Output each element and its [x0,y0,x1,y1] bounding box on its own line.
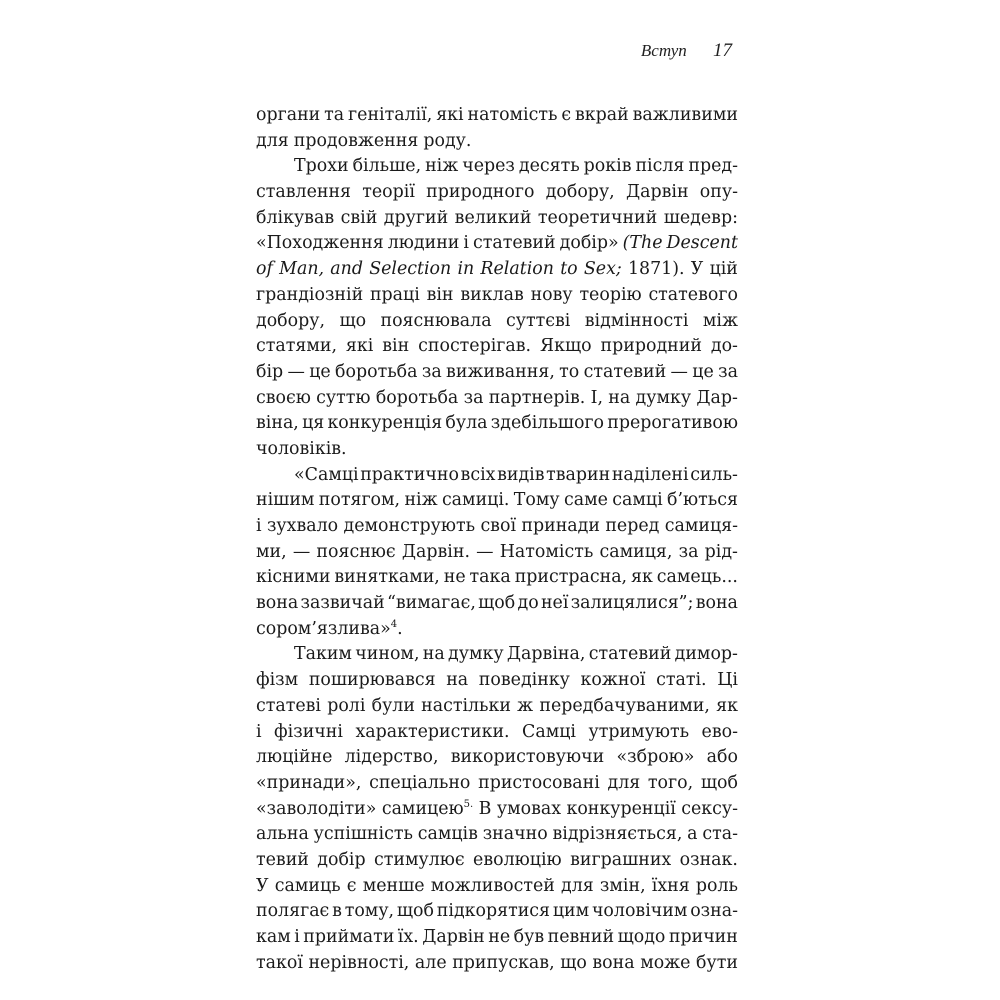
text-line [256,642,738,668]
word: бути [696,952,738,973]
word: Якщо [540,336,592,357]
word: ево- [701,721,738,742]
word: статевий [588,644,672,665]
word: Таким [294,644,352,665]
word: значно [482,824,548,845]
text-line [256,540,738,566]
word: теорії [362,182,415,203]
word: вона [256,593,299,614]
word: У [690,259,704,280]
word: люційне [256,747,333,768]
text-line [256,463,738,489]
word: самиць [274,875,341,896]
word: більше, [352,156,422,177]
word: ставлення [256,182,352,203]
word: для [256,130,289,151]
word: цим [552,901,590,922]
word: була [445,413,488,434]
word: що [560,952,587,973]
word: зазвичай [300,593,385,614]
word: самиця, [599,541,673,562]
footnote-marker: 5. [463,798,474,810]
word: такої [256,952,303,973]
word: ста- [702,824,738,845]
word: теорію [579,284,642,305]
word: між [702,310,738,331]
text-line [256,257,738,283]
word: кожної [580,670,646,691]
footnote-marker: 4 [390,618,398,630]
word: потягом, [318,490,401,511]
word: своєю [256,387,311,408]
text-line [256,103,738,129]
word: партнерів. [488,387,586,408]
word: еволюцію [473,849,562,870]
word: щодо [617,927,666,947]
word: не [488,927,511,947]
word: менше [362,875,425,896]
word: які [345,336,374,357]
word: видів [497,464,545,485]
word: Трохи [294,156,349,177]
word: Descent [666,233,738,254]
word: лідерство, [344,747,439,768]
word: винятками, [334,567,440,588]
word: самці [612,490,663,511]
word: природний [600,336,702,357]
text-line [256,565,738,591]
word: можливостей [430,875,555,896]
text-line [256,771,738,797]
text-line [256,514,738,540]
word: Ці [717,670,738,691]
word: боротьба [375,387,459,408]
word: є [346,875,357,896]
word: У [256,875,269,896]
word: in [457,259,475,280]
word: виграшних [570,849,672,870]
word: практично [360,464,459,485]
word: and [330,259,363,280]
text-line [256,206,738,232]
text-line [256,925,738,951]
word: виклав [460,284,524,305]
word: «принади», [256,772,362,793]
word: які [436,105,464,125]
word: фізм [256,670,299,691]
word: є [561,105,572,125]
word: сексу- [681,798,738,819]
word: пристосовані [478,772,600,793]
word: залицялися”; [570,593,694,614]
word: того, [647,772,694,793]
word: приймати [303,927,395,947]
word: б’ються [666,490,738,511]
word: Man, [279,259,325,280]
text-line [256,822,738,848]
word: Дарвін [422,927,485,947]
word: це [309,361,331,382]
word: самиці. [441,490,510,511]
word: тевий [256,849,309,870]
word: демонструють [343,516,476,536]
word: роду. [423,130,472,151]
text-line [256,488,738,514]
word: щоб [700,772,738,793]
word: наділені [611,464,689,485]
word: — [476,541,494,562]
word: озна- [690,901,738,922]
word: спеціально [369,772,471,793]
word: пояснювала [380,310,492,331]
word: цій [709,259,738,280]
word: природного [426,182,535,203]
word: використовуючи [450,747,605,768]
word: Самці [522,721,576,742]
word: стимулює [374,849,465,870]
text-line [256,386,738,412]
word: of [256,259,273,280]
word: свій [340,207,378,228]
word: “вимагає, [386,593,476,614]
word: тварин [546,464,611,485]
text-line [256,437,738,463]
text-line [256,694,738,720]
word: важливими [632,105,738,125]
word: другий [383,207,449,228]
word: чином, [355,644,420,665]
word: припускав, [452,952,555,973]
word: «Походження [256,233,384,254]
word: І, [590,387,604,408]
word: не [443,567,466,588]
word: думку [635,387,692,408]
word: або [706,747,738,768]
word: щоб [478,593,516,614]
word: вона [592,952,635,973]
word: ж [517,695,534,716]
word: саме [563,490,608,511]
word: продовження [293,130,419,151]
word: натомість [467,105,558,125]
word: за [421,361,442,382]
word: десять [518,156,580,177]
word: відрізняється, [552,824,683,845]
word: і [463,233,469,254]
word: ознак. [679,849,738,870]
word: нову [530,284,573,305]
text-line [256,129,738,155]
word: кісними [256,567,331,588]
word: Дарвіна, [506,644,586,665]
word: шедевр: [663,207,738,228]
word: — [287,361,305,382]
word: спостерігав. [418,336,532,357]
word: тому, [344,901,395,922]
text-line [256,154,738,180]
text-line [256,899,738,925]
word: полягає [256,901,330,922]
word: Sex; [583,259,622,280]
word: підкорятися [436,901,551,922]
word: характеристики. [355,721,510,742]
word: настільки [421,695,511,716]
text-line [256,797,738,823]
word: ми, [256,541,287,562]
text-line [256,668,738,694]
word: їх. [397,927,419,947]
word: органи [256,105,321,125]
word: на [608,387,631,408]
text-line [256,874,738,900]
word: може [640,952,691,973]
word: вона [695,593,738,614]
text-line [256,334,738,360]
word: віна, [256,413,299,434]
word: суттєві [506,310,571,331]
word: рід- [704,541,738,562]
word: років [583,156,632,177]
word: кам [256,927,291,947]
word: вкрай [574,105,629,125]
word: він [382,336,410,357]
word: через [462,156,515,177]
word: така [469,567,511,588]
word: самець... [656,567,738,588]
word: утримують [588,721,690,742]
word: поведінку [478,670,570,691]
word: 1871). [627,259,685,280]
word: суттю [316,387,371,408]
word: для [607,772,641,793]
word: здебільшого [490,413,605,434]
text-line [256,411,738,437]
word: статевого [648,284,738,305]
word: поширювався [308,670,436,691]
word: статевий [473,233,556,254]
word: блікував [256,207,335,228]
word: причин [668,927,738,947]
word: великий [454,207,532,228]
word: пояснює [316,541,396,562]
word: як [716,695,738,716]
word: і [256,516,262,536]
word: неї [540,593,569,614]
word: прерогативою [607,413,738,434]
word: статеві [256,695,321,716]
word: нерівності, [308,952,410,973]
word: для [561,875,594,896]
word: нішим [256,490,315,511]
word: за [678,541,699,562]
word: конкуренція [327,413,443,434]
word: to [560,259,578,280]
word: ця [302,413,325,434]
word: статі. [656,670,707,691]
word: самців [417,824,478,845]
word: роль [695,875,738,896]
text-line [256,720,738,746]
word: перед [605,516,660,536]
word: їхня [651,875,690,896]
word: людини [387,233,460,254]
word: він [426,284,454,305]
text-line [256,360,738,386]
word: бір [256,361,284,382]
word: В [478,798,492,819]
word: добору, [545,182,615,203]
section-title: Вступ [640,41,687,60]
word: за [718,361,738,382]
word: Натомість [499,541,594,562]
word: але [414,952,447,973]
body-text [256,103,738,976]
word: статевий [583,361,667,382]
word: був [513,927,545,947]
word: як [631,567,653,588]
text-line [256,309,738,335]
word: «Самці [294,464,359,485]
word: свої [480,516,516,536]
word: певний [547,927,615,947]
word: добір [317,849,366,870]
word: статями, [256,336,337,357]
word: грандіозній [256,284,364,305]
word: чоловіків. [256,438,347,459]
word: успішність [313,824,413,845]
word: до [517,593,539,614]
word: ніж [425,156,459,177]
word: димор- [674,644,738,665]
word: «зброю» [616,747,695,768]
page-number: 17 [713,40,732,61]
word: (The [622,233,663,254]
word: Тому [513,490,560,511]
word: передбачуваними, [539,695,710,716]
text-line [256,617,738,643]
word: Дарвін. [401,541,470,562]
word: умовах [496,798,562,819]
text-line [256,951,738,977]
word: до- [710,336,738,357]
word: це [692,361,714,382]
word: альна [256,824,309,845]
word: «заволодіти» [256,798,377,819]
word: опу- [699,182,738,203]
word: на [422,644,445,665]
text-line [256,231,738,257]
text-line [256,745,738,771]
word: добір» [559,233,619,254]
word: принади [521,516,600,536]
word: праці [369,284,420,305]
word: добору, [256,310,326,331]
text-line [256,848,738,874]
word: і [294,927,300,947]
word: були [371,695,415,716]
word: а [687,824,698,845]
word: самиця- [664,516,738,536]
word: після [635,156,685,177]
word: зухвало [266,516,339,536]
word: змін, [599,875,646,896]
word: в [332,901,342,922]
word: відмінності [584,310,689,331]
word: думку [448,644,504,665]
text-line [256,283,738,309]
word: що [339,310,367,331]
word: і [256,721,262,742]
word: боротьба [335,361,418,382]
word: сором’язлива»$^4$. [256,618,403,639]
word: Relation [480,259,554,280]
word: виживання, [446,361,555,382]
word: пред- [688,156,738,177]
word: пристрасна, [514,567,628,588]
word: на [446,670,469,691]
word: то [559,361,580,382]
running-header [641,40,732,62]
word: фізичні [274,721,343,742]
word: — [670,361,688,382]
word: Дарвін [625,182,689,203]
text-line [256,591,738,617]
word: всіх [460,464,496,485]
word: за [463,387,484,408]
word: самицею$^{5.}$ [381,798,474,819]
word: — [292,541,311,562]
word: ніж [404,490,438,511]
word: та [324,105,345,125]
word: Selection [369,259,452,280]
word: ролі [327,695,366,716]
text-line [256,180,738,206]
word: силь- [690,464,738,485]
word: теоретичний [537,207,658,228]
word: чоловічим [591,901,688,922]
word: геніталії, [348,105,433,125]
word: Дар- [696,387,738,408]
word: щоб [396,901,434,922]
word: конкуренції [566,798,676,819]
